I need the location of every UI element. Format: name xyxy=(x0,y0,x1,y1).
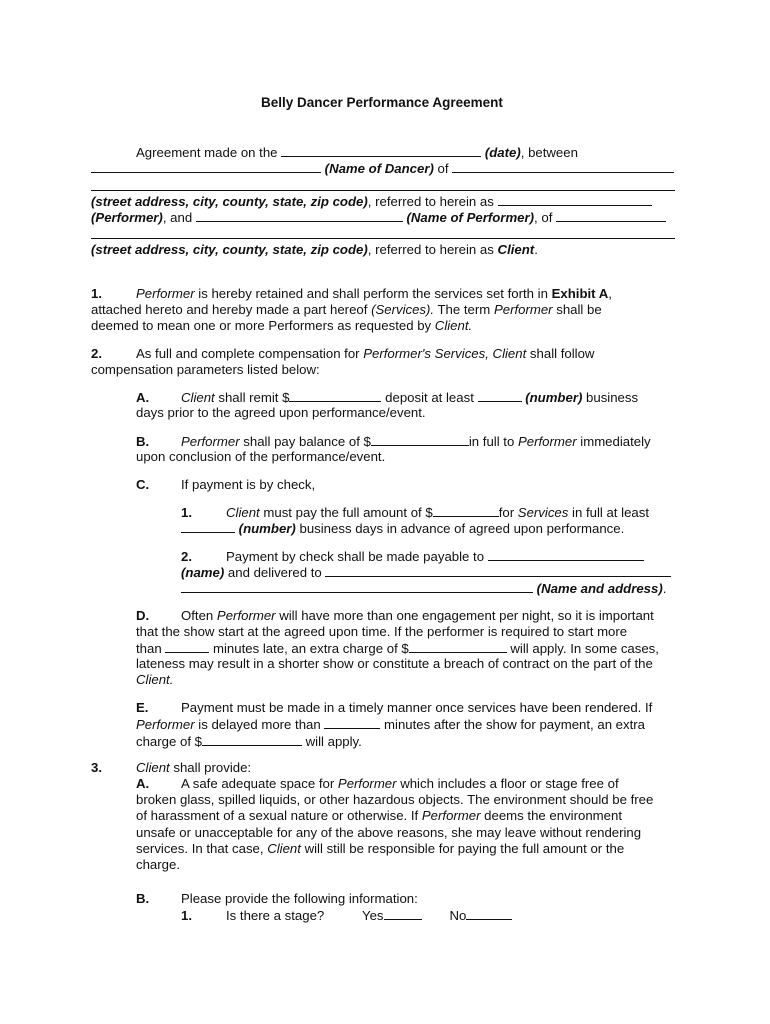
s3-number: 3. xyxy=(91,760,102,775)
s2d-text-3: than xyxy=(136,641,166,656)
referred-text-2: , referred to herein as xyxy=(367,242,494,257)
document-title: Belly Dancer Performance Agreement xyxy=(261,95,503,110)
s2c2-period: . xyxy=(662,581,667,596)
s2c1-text-3: in full at least xyxy=(568,505,649,520)
dancer-address-blank[interactable] xyxy=(452,160,674,173)
s3a-text-1: A safe adequate space for xyxy=(181,776,338,791)
referred-text-1: , referred to herein as xyxy=(367,194,494,209)
s2c1-services: Services xyxy=(517,505,569,520)
s3b-text-1: Please provide the following information: xyxy=(181,891,418,906)
s2d-line-4: lateness may result in a shorter show or constitute a breach of contract on the part of the xyxy=(136,656,653,671)
s1-number: 1. xyxy=(91,286,102,301)
and-text: , and xyxy=(162,210,193,225)
s2d-text-2: will have more than one engagement per night, so it is important xyxy=(275,608,654,623)
s2e-text-2: is delayed more than xyxy=(194,717,325,732)
between-text: , between xyxy=(520,145,578,160)
s2d-text-5: will apply. In some cases, xyxy=(506,641,659,656)
stage-question: Is there a stage? xyxy=(226,908,325,923)
intro-line-5 xyxy=(91,242,538,258)
intro-line-4 xyxy=(91,209,666,226)
s2d-line-2: that the show start at the agreed upon time. If the performer is required to start more xyxy=(136,624,628,639)
s1-services: (Services). xyxy=(371,302,435,317)
s2a-text-1: shall remit $ xyxy=(214,390,290,405)
s2a-label: A. xyxy=(136,390,150,405)
s2b-text-3: immediately xyxy=(576,434,651,449)
date-blank[interactable] xyxy=(281,144,481,157)
s2c1-text-2: for xyxy=(498,505,518,520)
s2a-text-2: deposit at least xyxy=(381,390,478,405)
s2c-line-1 xyxy=(136,477,315,493)
balance-amount-blank[interactable] xyxy=(371,433,469,446)
s2e-text-1: Payment must be made in a timely manner once services have been rendered. If xyxy=(181,700,653,715)
s3-line-1 xyxy=(91,760,251,776)
exhibit-a: Exhibit A xyxy=(551,286,609,301)
s2b-line-1 xyxy=(136,433,651,450)
s2c2-line-2 xyxy=(181,564,671,581)
intro-line-1 xyxy=(136,144,578,161)
s2c1-label: 1. xyxy=(181,505,192,520)
intro-line-3 xyxy=(91,193,652,210)
payable-to-blank[interactable] xyxy=(488,548,644,561)
of-text-2: , of xyxy=(534,210,553,225)
s1-text-2: , xyxy=(608,286,612,301)
s2c1-text-4: business days in advance of agreed upon performance. xyxy=(295,521,625,536)
of-text: of xyxy=(437,161,449,176)
s2e-line-2 xyxy=(136,716,645,733)
s3a-text-3: of harassment of a sexual nature or otherwise. If xyxy=(136,808,422,823)
s1-text-1: is hereby retained and shall perform the services set forth in xyxy=(194,286,552,301)
dancer-name-blank[interactable] xyxy=(91,160,321,173)
s2d-text-4: minutes late, an extra charge of $ xyxy=(209,641,409,656)
intro-line-2 xyxy=(91,160,674,177)
intro-made-on: Agreement made on the xyxy=(136,145,278,160)
s1-text-4: The term xyxy=(434,302,494,317)
s2a-client: Client xyxy=(181,390,215,405)
s3a-text-4: deems the environment xyxy=(480,808,622,823)
s2c-text-1: If payment is by check, xyxy=(181,477,316,492)
s2b-text-2: in full to xyxy=(468,434,518,449)
performer-ref-blank[interactable] xyxy=(498,193,652,206)
s2b-performer-2: Performer xyxy=(517,434,577,449)
s2e-text-4: charge of $ xyxy=(136,734,202,749)
payment-delay-blank[interactable] xyxy=(324,716,380,729)
s3a-text-5: services. In that case, xyxy=(136,841,268,856)
s3a-line-1 xyxy=(136,776,619,792)
s2c1-line-1 xyxy=(181,504,649,521)
delivered-to-blank[interactable] xyxy=(325,564,671,577)
s2-performer-services: Performer's Services, Client xyxy=(363,346,527,361)
s2c1-line-2 xyxy=(181,520,624,537)
s2-text-1: As full and complete compensation for xyxy=(136,346,364,361)
s2d-performer: Performer xyxy=(216,608,276,623)
s1-text-5: shall be xyxy=(552,302,602,317)
s3b-q1-line xyxy=(181,907,512,924)
s2d-line-1 xyxy=(136,608,654,624)
s2c2-label: 2. xyxy=(181,549,192,564)
deposit-days-blank[interactable] xyxy=(478,389,522,402)
s3-client: Client xyxy=(136,760,170,775)
name-of-dancer-label: (Name of Dancer) xyxy=(324,161,434,176)
s2b-line-2: upon conclusion of the performance/event. xyxy=(136,449,386,464)
s3a-performer: Performer xyxy=(337,776,397,791)
s2c1-client: Client xyxy=(226,505,260,520)
s2b-performer: Performer xyxy=(181,434,240,449)
performer-address-rule[interactable] xyxy=(91,238,675,239)
s1-performer: Performer xyxy=(136,286,195,301)
s2d-line-3 xyxy=(136,640,659,657)
s2b-text-1: shall pay balance of $ xyxy=(239,434,371,449)
s2c2-line-3 xyxy=(181,580,666,597)
s2-text-2: shall follow xyxy=(526,346,595,361)
performer-label: (Performer) xyxy=(91,210,163,225)
full-amount-blank[interactable] xyxy=(433,504,499,517)
s3a-label: A. xyxy=(136,776,150,791)
s2b-label: B. xyxy=(136,434,150,449)
s2a-line-1 xyxy=(136,389,638,406)
deposit-amount-blank[interactable] xyxy=(289,389,381,402)
s2e-text-5: will apply. xyxy=(301,734,362,749)
s2e-label: E. xyxy=(136,700,149,715)
s3b-label: B. xyxy=(136,891,150,906)
date-label: (date) xyxy=(484,145,521,160)
s2c2-text-2: and delivered to xyxy=(224,565,322,580)
s2e-text-3: minutes after the show for payment, an extra xyxy=(380,717,646,732)
s2-line-2: compensation parameters listed below: xyxy=(91,362,320,377)
s1-text-3: attached hereto and hereby made a part hereof xyxy=(91,302,372,317)
s2a-text-3: business xyxy=(582,390,639,405)
stage-yes-blank[interactable] xyxy=(384,907,422,920)
s3b-q1-label: 1. xyxy=(181,908,192,923)
s1-line-2 xyxy=(91,302,602,318)
s1-line-1 xyxy=(91,286,612,302)
s3a-text-2: which includes a floor or stage free of xyxy=(396,776,619,791)
s2c1-number-label: (number) xyxy=(238,521,296,536)
s3a-line-5 xyxy=(136,841,624,857)
s2a-line-2: days prior to the agreed upon performance/event. xyxy=(136,405,426,420)
street-address-label-1: (street address, city, county, state, zip code) xyxy=(91,194,368,209)
s2e-line-1 xyxy=(136,700,652,716)
s3a-line-6: charge. xyxy=(136,857,180,872)
s1-line-3 xyxy=(91,318,472,334)
advance-days-blank[interactable] xyxy=(181,520,235,533)
s2c2-name-label: (name) xyxy=(181,565,225,580)
s1-client: Client. xyxy=(434,318,473,333)
late-charge-blank[interactable] xyxy=(409,640,507,653)
s2c1-text-1: must pay the full amount of $ xyxy=(259,505,433,520)
s2a-number-label: (number) xyxy=(525,390,583,405)
s2d-label: D. xyxy=(136,608,150,623)
s3-text-1: shall provide: xyxy=(169,760,252,775)
s2d-line-5: Client. xyxy=(136,672,174,687)
s3a-line-2: broken glass, spilled liquids, or other hazardous objects. The environment should be free xyxy=(136,792,654,807)
s3a-text-6: will still be responsible for paying the full amount or the xyxy=(300,841,625,856)
s2c2-text-1: Payment by check shall be made payable to xyxy=(226,549,485,564)
s1-text-6: deemed to mean one or more Performers as requested by xyxy=(91,318,435,333)
street-address-label-2: (street address, city, county, state, zip code) xyxy=(91,242,368,257)
client-label: Client xyxy=(497,242,535,257)
name-of-performer-label: (Name of Performer) xyxy=(406,210,535,225)
s2e-line-3 xyxy=(136,733,362,750)
s3a-performer-2: Performer xyxy=(421,808,481,823)
stage-no-label: No xyxy=(449,908,467,923)
performer-name-blank[interactable] xyxy=(196,209,403,222)
s3b-line-1 xyxy=(136,891,418,907)
s2-line-1 xyxy=(91,346,594,362)
s2c-label: C. xyxy=(136,477,150,492)
extra-charge-blank[interactable] xyxy=(202,733,302,746)
s3a-line-4: unsafe or unacceptable for any of the above reasons, she may leave without rendering xyxy=(136,825,642,840)
s3a-client: Client xyxy=(267,841,301,856)
s2c2-name-address-label: (Name and address) xyxy=(536,581,663,596)
stage-no-blank[interactable] xyxy=(466,907,512,920)
intro-period: . xyxy=(534,242,538,257)
delivery-address-blank[interactable] xyxy=(181,580,533,593)
performer-address-blank[interactable] xyxy=(556,209,666,222)
s2-number: 2. xyxy=(91,346,102,361)
dancer-address-rule[interactable] xyxy=(91,190,675,191)
s2c2-line-1 xyxy=(181,548,644,565)
s2d-text-1: Often xyxy=(181,608,217,623)
late-minutes-blank[interactable] xyxy=(165,640,209,653)
s1-performer-2: Performer xyxy=(493,302,553,317)
s2e-performer: Performer xyxy=(136,717,195,732)
stage-yes-label: Yes xyxy=(362,908,384,923)
s3a-line-3 xyxy=(136,808,622,824)
